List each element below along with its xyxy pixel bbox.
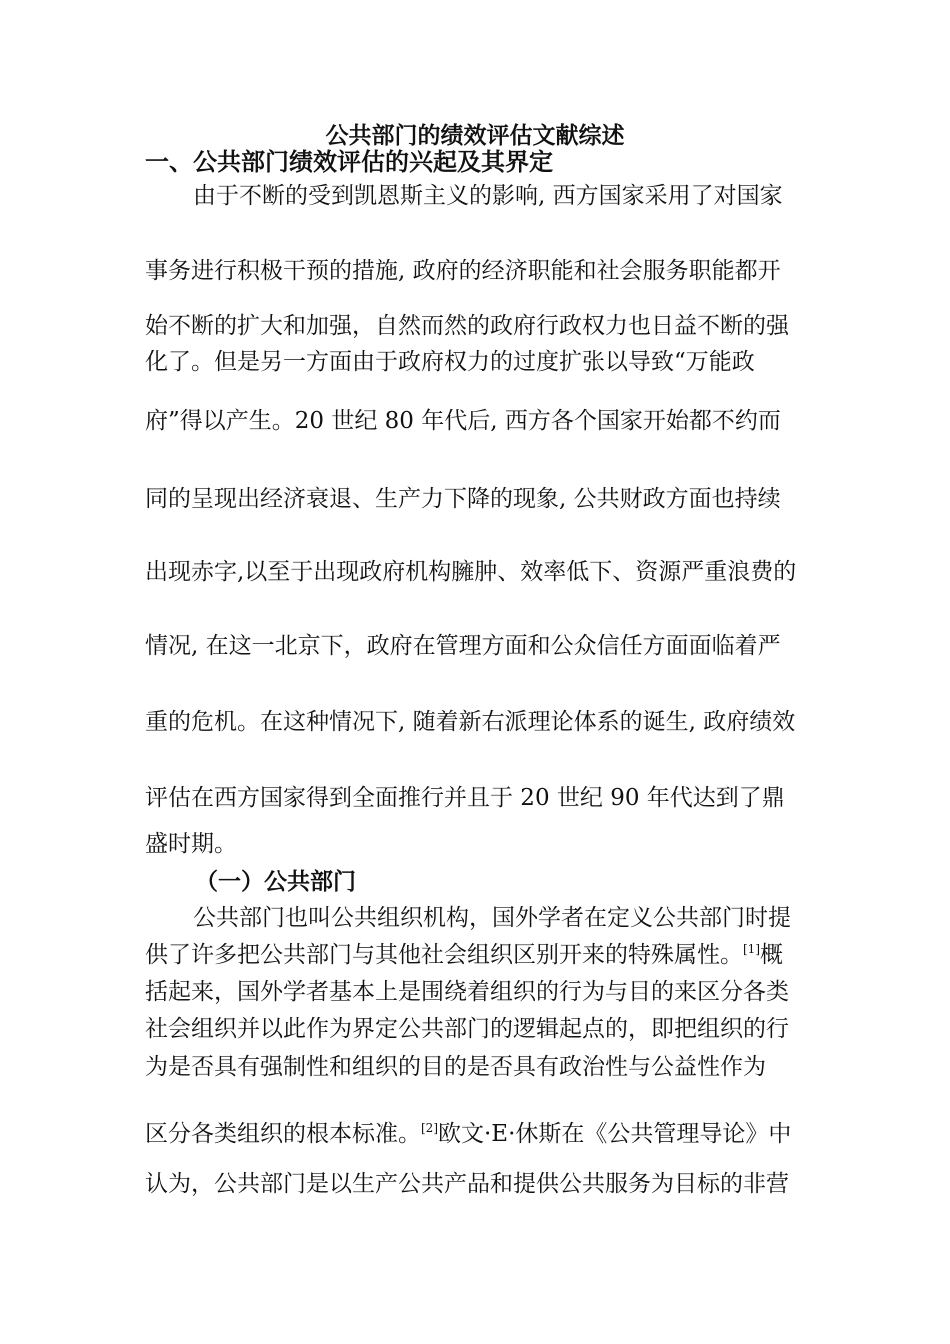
paragraph-line: 化了。但是另一方面由于政府权力的过度扩张以导致“万能政: [145, 349, 755, 375]
paragraph-line: 盛时期。: [145, 831, 237, 857]
paragraph-line: 公共部门也叫公共组织机构，国外学者在定义公共部门时提: [193, 905, 791, 931]
paragraph-line: 为是否具有强制性和组织的目的是否具有政治性与公益性作为: [145, 1054, 766, 1080]
paragraph-line: 评估在西方国家得到全面推行并且于 20 世纪 90 年代达到了鼎: [145, 785, 785, 811]
line-text: 供了许多把公共部门与其他社会组织区别开来的特殊属性。: [145, 942, 743, 968]
paragraph-line: [145, 940, 783, 970]
paragraph-line: 社会组织并以此作为界定公共部门的逻辑起点的，即把组织的行: [145, 1016, 789, 1042]
citation-ref[interactable]: [1]: [743, 942, 760, 956]
line-text: 概: [760, 942, 783, 968]
paragraph-line: 始不断的扩大和加强，自然而然的政府行政权力也日益不断的强: [145, 313, 789, 339]
line-text: 欧文·E·休斯在《公共管理导论》中: [438, 1121, 792, 1147]
line-text: 区分各类组织的根本标准。: [145, 1121, 421, 1147]
paragraph-line: 出现赤字,以至于出现政府机构臃肿、效率低下、资源严重浪费的: [145, 559, 797, 585]
paragraph-line: 情况, 在这一北京下，政府在管理方面和公众信任方面面临着严: [145, 633, 781, 659]
document-title: 公共部门的绩效评估文献综述: [325, 122, 625, 149]
paragraph-line: 同的呈现出经济衰退、生产力下降的现象, 公共财政方面也持续: [145, 486, 781, 512]
paragraph-line: 重的危机。在这种情况下, 随着新右派理论体系的诞生, 政府绩效: [145, 709, 796, 735]
paragraph-line: 认为，公共部门是以生产公共产品和提供公共服务为目标的非营: [145, 1171, 789, 1197]
paragraph-line: 由于不断的受到凯恩斯主义的影响, 西方国家采用了对国家: [193, 183, 783, 209]
subsection-heading: （一）公共部门: [195, 869, 356, 895]
paragraph-line: 府”得以产生。20 世纪 80 年代后, 西方各个国家开始都不约而: [145, 408, 781, 434]
paragraph-line: 括起来，国外学者基本上是围绕着组织的行为与目的来区分各类: [145, 979, 789, 1005]
section-heading: 一、公共部门绩效评估的兴起及其界定: [145, 148, 553, 176]
paragraph-line: 事务进行积极干预的措施, 政府的经济职能和社会服务职能都开: [145, 258, 781, 284]
paragraph-line: [145, 1119, 791, 1149]
citation-ref[interactable]: [2]: [421, 1121, 438, 1135]
